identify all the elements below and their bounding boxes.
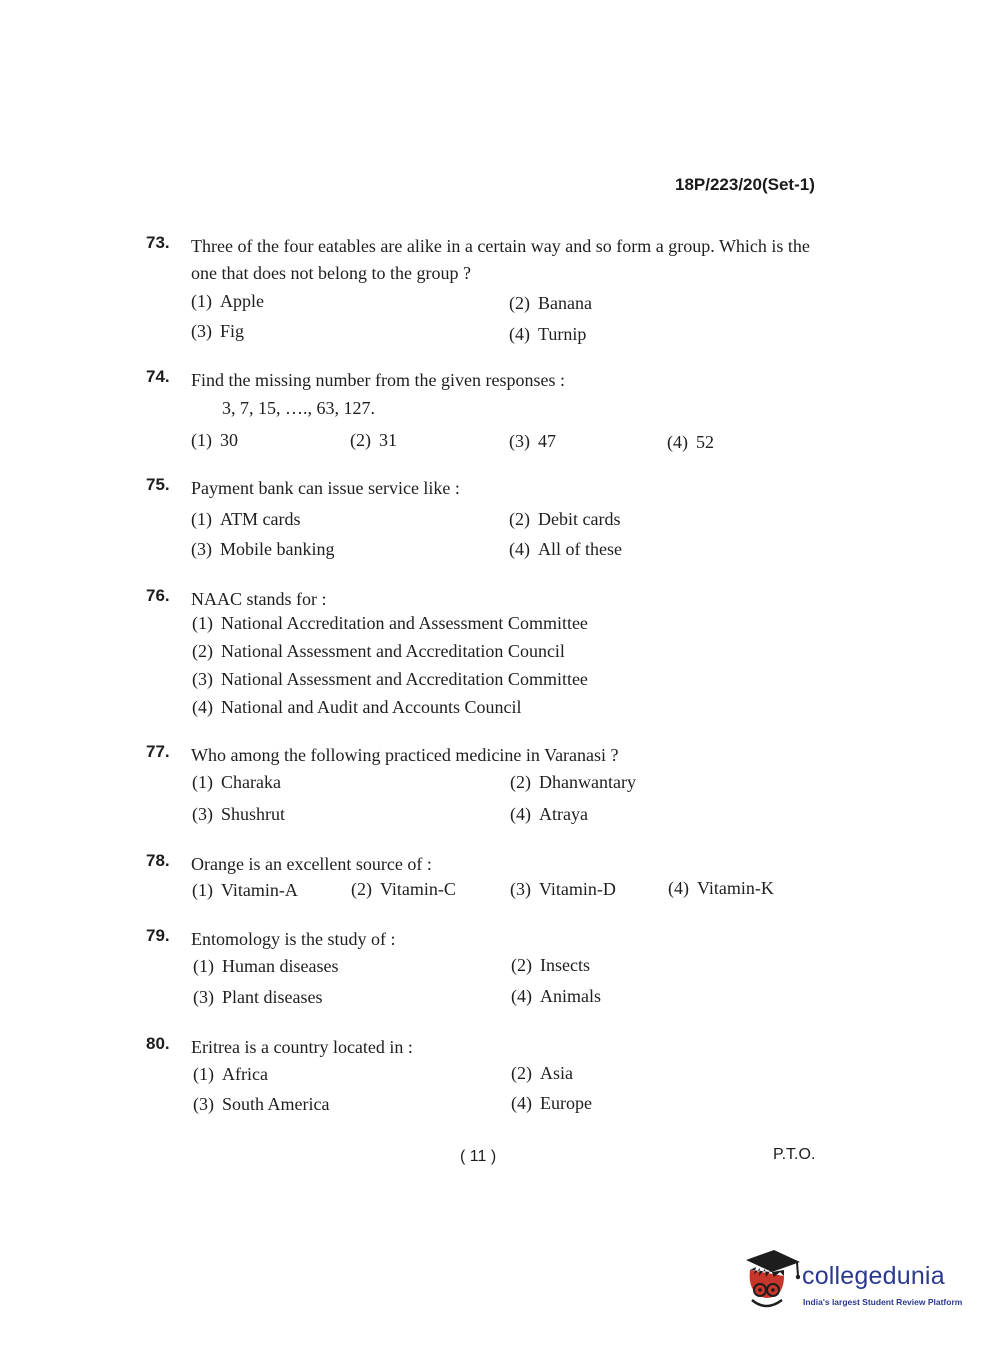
option-3: (3) Mobile banking [191,539,335,559]
option-3: (3) South America [193,1094,330,1114]
mascot-icon [742,1250,800,1312]
option-2: (2) Asia [511,1063,573,1083]
option-4: (4) Turnip [509,324,587,344]
option-2: (2) Vitamin-C [351,879,456,899]
logo-name: collegedunia [802,1262,945,1290]
question-number: 80. [146,1034,170,1053]
question-text: Find the missing number from the given responses : [191,370,565,390]
page-number: ( 11 ) [460,1148,497,1165]
option-3: (3) Plant diseases [193,987,323,1007]
option-3: (3) Shushrut [192,804,286,824]
number-sequence: 3, 7, 15, …., 63, 127. [222,398,375,418]
option-3: (3) National Assessment and Accreditation Committee [192,669,588,689]
pto-label: P.T.O. [773,1146,816,1163]
option-4: (4) Animals [511,986,601,1006]
paper-code: 18P/223/20(Set-1) [675,175,815,194]
option-1: (1) Human diseases [193,956,339,976]
option-2: (2) National Assessment and Accreditation Council [192,641,565,661]
logo-tagline: India's largest Student Review Platform [803,1297,963,1307]
question-number: 79. [146,926,170,945]
question-number: 73. [146,233,170,252]
option-4: (4) Atraya [510,804,588,824]
option-1: (1) ATM cards [191,509,301,529]
option-2: (2) Dhanwantary [510,772,636,792]
question-text: Payment bank can issue service like : [191,478,460,498]
option-2: (2) 31 [350,430,397,450]
option-4: (4) Vitamin-K [668,878,774,898]
option-2: (2) Banana [509,293,592,313]
option-4: (4) All of these [509,539,622,559]
collegedunia-logo [742,1250,972,1320]
question-number: 76. [146,586,170,605]
option-4: (4) National and Audit and Accounts Council [192,697,522,717]
question-number: 75. [146,475,170,494]
question-text: NAAC stands for : [191,589,327,609]
question-number: 77. [146,742,170,761]
option-2: (2) Insects [511,955,590,975]
option-2: (2) Debit cards [509,509,621,529]
question-text: Eritrea is a country located in : [191,1037,413,1057]
option-3: (3) 47 [509,431,556,451]
question-text: Three of the four eatables are alike in a certain way and so form a group. Which is the one that does not belong to the group ? [191,236,810,283]
question-text: Orange is an excellent source of : [191,854,432,874]
question-text: Who among the following practiced medicine in Varanasi ? [191,745,619,765]
option-3: (3) Vitamin-D [510,879,616,899]
option-1: (1) 30 [191,430,238,450]
question-number: 74. [146,367,170,386]
option-1: (1) Charaka [192,772,281,792]
option-4: (4) Europe [511,1093,592,1113]
option-1: (1) Vitamin-A [192,880,298,900]
question-number: 78. [146,851,170,870]
option-3: (3) Fig [191,321,245,341]
option-4: (4) 52 [667,432,714,452]
option-1: (1) National Accreditation and Assessment Committee [192,613,588,633]
option-1: (1) Apple [191,291,264,311]
option-1: (1) Africa [193,1064,268,1084]
question-text: Entomology is the study of : [191,929,396,949]
